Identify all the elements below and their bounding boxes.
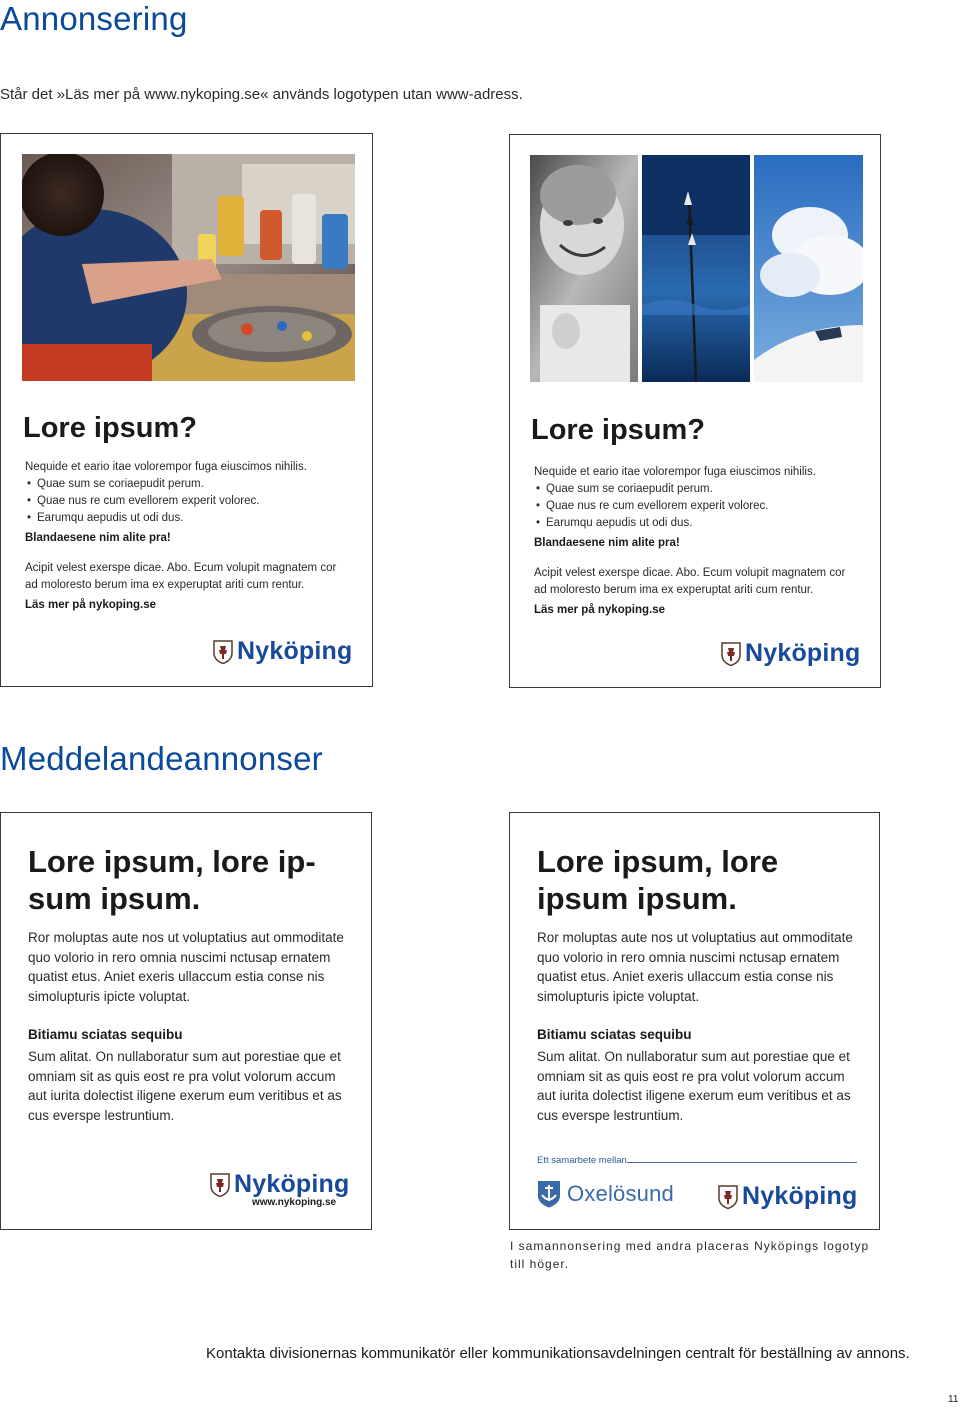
- ad-1-logo: [213, 637, 353, 666]
- ad-2-bold-line: Blandaesene nim alite pra!: [534, 537, 680, 549]
- ad-3: [0, 812, 372, 1230]
- intro-text: Står det »Läs mer på www.nykoping.se« används logotypen utan www-adress.: [0, 86, 523, 103]
- caption-line-1: I samannonsering med andra placeras Nyköpings logotyp: [510, 1239, 870, 1253]
- section-heading: Meddelandeannonser: [0, 740, 323, 777]
- body-line: omniam sit as quis eost re pra volut volorum accum: [28, 1068, 336, 1084]
- ad-1-bold-line: Blandaesene nim alite pra!: [25, 532, 171, 544]
- ad-4-title-line-2: ipsum ipsum.: [537, 881, 737, 916]
- body-line: aut iurita dolectist iligene exerum eum veritibus et as: [28, 1088, 342, 1104]
- coat-of-arms-icon: [213, 640, 233, 664]
- ad-3-title-line-2: sum ipsum.: [28, 881, 201, 916]
- ad-4-body-2: [537, 1047, 877, 1125]
- body-line: simolupturis ipicte voluptat.: [28, 988, 191, 1004]
- body-line: quatist etus. Aniet exeris ullaccum estia conse nis: [28, 969, 325, 985]
- body-line: cus everspe lestruntium.: [537, 1107, 684, 1123]
- body-line: Sum alitat. On nullaboratur sum aut porestiae que et: [537, 1049, 850, 1064]
- list-item: • Quae nus re cum evellorem experit volorec.: [534, 498, 874, 515]
- body-line: Ror moluptas aute nos ut voluptatius aut ommoditate: [537, 930, 853, 945]
- ad-2-link[interactable]: Läs mer på nykoping.se: [534, 604, 666, 616]
- ad-2-para-line-1: Acipit velest exerspe dicae. Abo. Ecum volupit magnatem cor: [534, 567, 846, 579]
- child-painting-photo: [22, 154, 355, 381]
- cobrand-label: Ett samarbete mellan: [537, 1155, 627, 1166]
- ad-4-body-1: [537, 928, 877, 1006]
- ad-2-intro: Nequide et eario itae volorempor fuga eiuscimos nihilis.: [534, 466, 816, 478]
- caption-line-2: till höger.: [510, 1257, 570, 1271]
- body-line: quo volorio in rero omnia nuscimi nctusap ernatem: [28, 949, 331, 965]
- ad-2-body: [534, 464, 874, 619]
- oxelosund-logo-text: Oxelösund: [567, 1181, 674, 1206]
- ad-3-subhead: Bitiamu sciatas sequibu: [28, 1027, 183, 1042]
- body-line: quatist etus. Aniet exeris ullaccum estia conse nis: [537, 969, 834, 985]
- anchor-shield-icon: [537, 1180, 561, 1208]
- body-line: Ror moluptas aute nos ut voluptatius aut ommoditate: [28, 930, 344, 945]
- ad-2-photo: [530, 155, 863, 382]
- ad-4-title-line-1: Lore ipsum, lore: [537, 844, 779, 879]
- list-item: • Earumqu aepudis ut odi dus.: [25, 510, 365, 527]
- ad-1-link[interactable]: Läs mer på nykoping.se: [25, 599, 157, 611]
- coat-of-arms-icon: [210, 1173, 230, 1197]
- list-item: • Quae sum se coriaepudit perum.: [534, 481, 874, 498]
- ad-1: [0, 133, 373, 687]
- ad-2-bullet-list: [534, 481, 874, 532]
- ad-1-title: Lore ipsum?: [23, 412, 198, 444]
- ad-2-para-line-2: ad moloresto berum ima ex experuptat ariti cum rentur.: [534, 584, 814, 596]
- body-line: quo volorio in rero omnia nuscimi nctusap ernatem: [537, 949, 840, 965]
- page-number: 11: [948, 1394, 959, 1405]
- coat-of-arms-icon: [718, 1185, 738, 1209]
- ad-1-body: [25, 459, 365, 614]
- ad-3-url[interactable]: www.nykoping.se: [252, 1197, 337, 1208]
- ad-3-body-2: [28, 1047, 368, 1125]
- list-item: • Earumqu aepudis ut odi dus.: [534, 515, 874, 532]
- ad-1-bullet-list: [25, 476, 365, 527]
- nykoping-logo-text: Nyköping: [742, 1182, 858, 1210]
- nykoping-logo-text: Nyköping: [745, 639, 861, 667]
- ad-2-title: Lore ipsum?: [531, 414, 706, 446]
- footer-note: Kontakta divisionernas kommunikatör eller kommunikationsavdelningen centralt för beställning av annons.: [206, 1345, 910, 1362]
- oxelosund-logo: [537, 1180, 674, 1208]
- ad-2: [509, 134, 881, 688]
- ad-4: [509, 812, 880, 1230]
- ad-4-logo: [718, 1182, 858, 1211]
- body-line: aut iurita dolectist iligene exerum eum veritibus et as: [537, 1088, 851, 1104]
- ad-3-body-1: [28, 928, 368, 1006]
- ad-1-para-line-2: ad moloresto berum ima ex experuptat ariti cum rentur.: [25, 579, 305, 591]
- ad-3-logo: [210, 1170, 350, 1199]
- list-item: • Quae nus re cum evellorem experit volorec.: [25, 493, 365, 510]
- body-line: Sum alitat. On nullaboratur sum aut porestiae que et: [28, 1049, 341, 1064]
- body-line: simolupturis ipicte voluptat.: [537, 988, 700, 1004]
- nykoping-logo-text: Nyköping: [237, 637, 353, 665]
- body-line: cus everspe lestruntium.: [28, 1107, 175, 1123]
- ad-4-title: [537, 843, 778, 917]
- ad-1-para-line-1: Acipit velest exerspe dicae. Abo. Ecum volupit magnatem cor: [25, 562, 337, 574]
- ad-3-title: [28, 843, 316, 917]
- caption: [510, 1237, 869, 1273]
- coat-of-arms-icon: [721, 642, 741, 666]
- ad-1-intro: Nequide et eario itae volorempor fuga eiuscimos nihilis.: [25, 461, 307, 473]
- ad-2-logo: [721, 639, 861, 668]
- ad-1-photo: [22, 154, 355, 381]
- page-heading: Annonsering: [0, 0, 188, 37]
- list-item: • Quae sum se coriaepudit perum.: [25, 476, 365, 493]
- nykoping-logo-text: Nyköping: [234, 1170, 350, 1198]
- triptych-photo: [530, 155, 863, 382]
- cobrand-rule: [627, 1162, 857, 1163]
- ad-3-title-line-1: Lore ipsum, lore ip-: [28, 844, 316, 879]
- ad-4-subhead: Bitiamu sciatas sequibu: [537, 1027, 692, 1042]
- body-line: omniam sit as quis eost re pra volut volorum accum: [537, 1068, 845, 1084]
